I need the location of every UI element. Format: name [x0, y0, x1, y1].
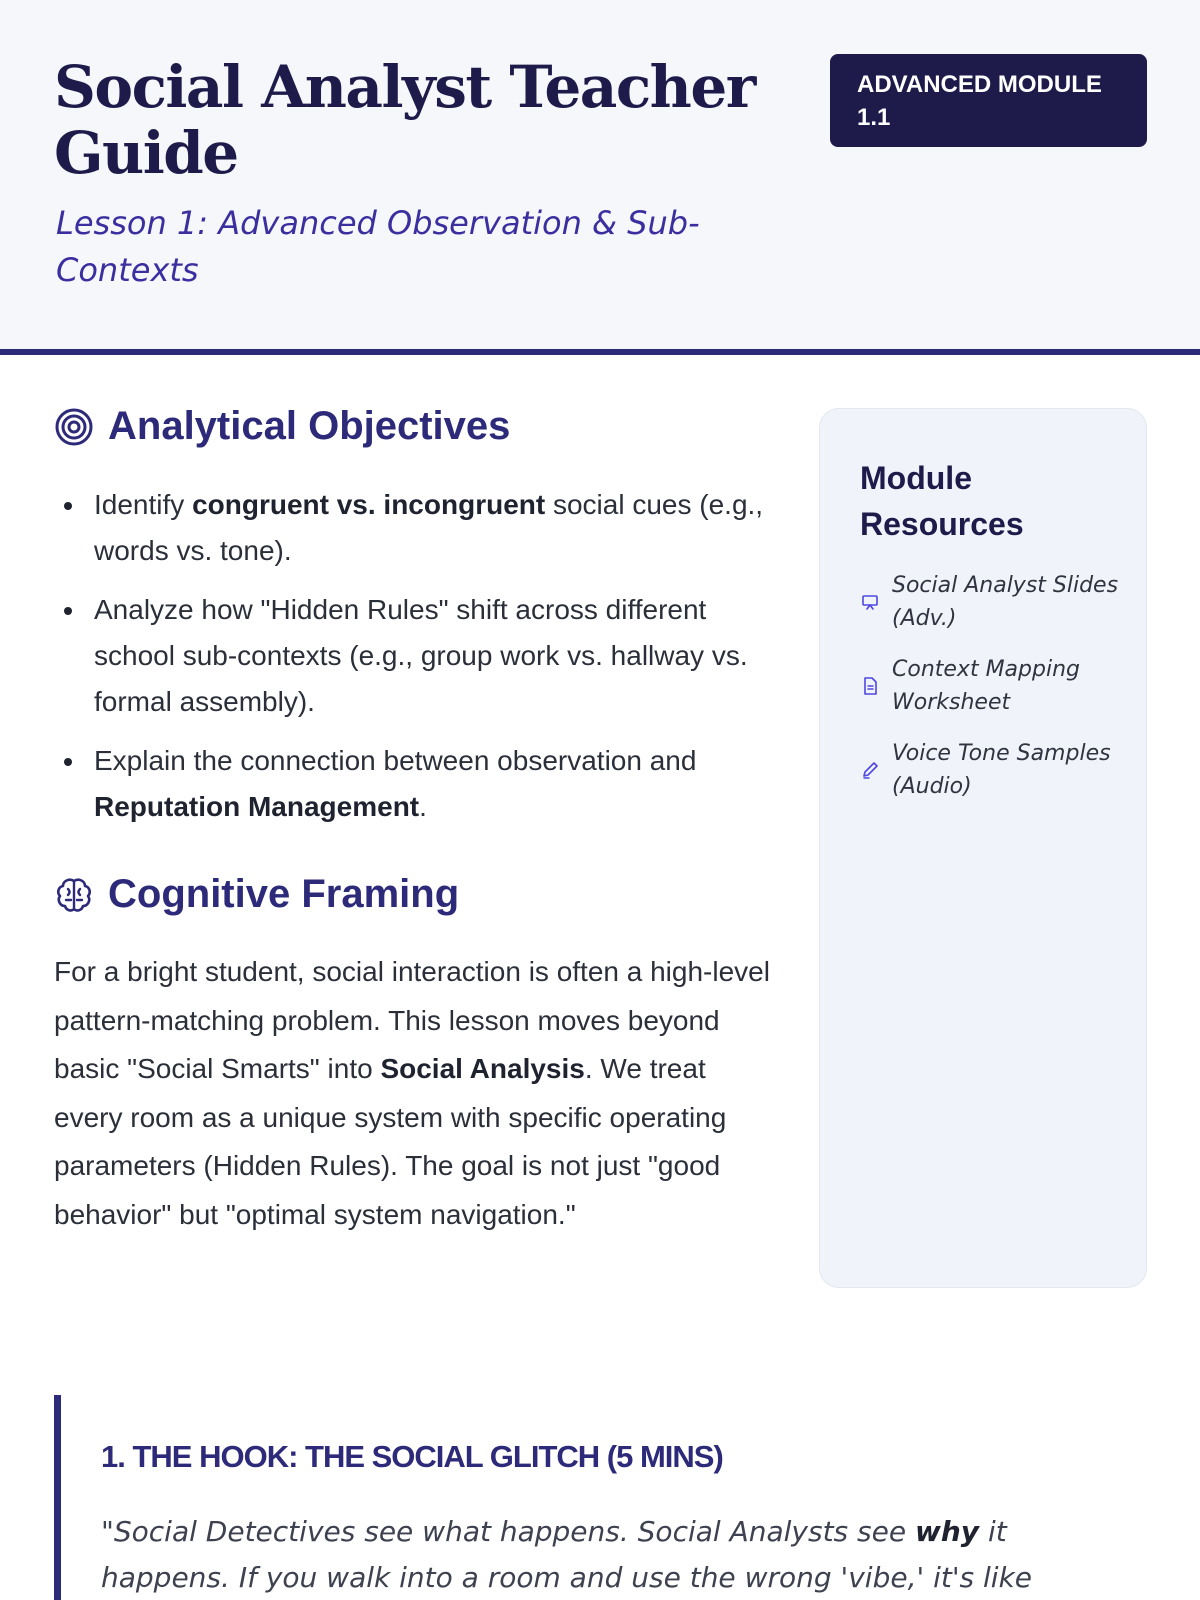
quote-bold: why: [914, 1515, 980, 1548]
objective-bold: congruent vs. incongruent: [192, 489, 546, 520]
resource-item-worksheet[interactable]: [860, 653, 1130, 719]
framing-bold: Social Analysis: [380, 1053, 585, 1084]
list-item: [54, 738, 774, 830]
framing-text: For a bright student, social interaction is often a high-level pattern-matching problem. This lesson moves beyond basic "Social Smarts" into: [54, 956, 770, 1084]
hook-quote: [101, 1509, 1101, 1600]
resource-label[interactable]: Voice Tone Samples (Audio): [892, 741, 1111, 799]
resource-item-slides[interactable]: [860, 569, 1130, 635]
list-item: [54, 482, 774, 574]
objective-text: .: [419, 791, 427, 822]
pen-icon: [860, 760, 880, 780]
resource-label[interactable]: Social Analyst Slides (Adv.): [892, 573, 1119, 631]
resources-title: Module Resources: [860, 460, 1024, 542]
page-header: [0, 0, 1200, 355]
objective-bold: Reputation Management: [94, 791, 420, 822]
objectives-list: [54, 482, 774, 843]
lesson-subtitle: Lesson 1: Advanced Observation & Sub-Contexts: [56, 204, 700, 289]
target-icon: [54, 407, 94, 447]
presentation-icon: [860, 592, 880, 612]
framing-text: . We treat every room as a unique system with specific operating parameters (Hidden Rules). The goal is not just "good behavior" but "optimal system navigation.": [54, 1053, 727, 1230]
quote-text: it happens. If you walk into a room and use the wrong 'vibe,' it's like: [101, 1515, 1033, 1594]
objectives-heading: [54, 404, 510, 449]
hook-title: 1. THE HOOK: THE SOCIAL GLITCH (5 MINS): [101, 1439, 723, 1474]
framing-heading-text: Cognitive Framing: [108, 872, 460, 916]
objective-text: social cues (e.g., words vs. tone).: [94, 489, 764, 566]
framing-heading: [54, 872, 459, 917]
objective-text: Identify: [94, 489, 193, 520]
module-badge: ADVANCED MODULE 1.1: [830, 54, 1147, 147]
document-icon: [860, 676, 880, 696]
resource-item-audio[interactable]: [860, 737, 1130, 803]
objectives-heading-text: Analytical Objectives: [108, 404, 511, 448]
objective-text: Analyze how "Hidden Rules" shift across different school sub-contexts (e.g., group work vs. hallway vs. formal assembly).: [94, 594, 748, 717]
objective-text: Explain the connection between observation and: [94, 745, 697, 776]
resource-label[interactable]: Context Mapping Worksheet: [892, 657, 1080, 715]
framing-paragraph: [54, 948, 774, 1239]
hook-section: [54, 1395, 1147, 1600]
resources-list: [860, 569, 1130, 821]
quote-text: "Social Detectives see what happens. Social Analysts see: [101, 1515, 915, 1548]
brain-icon: [54, 875, 94, 915]
module-resources-panel: [819, 408, 1147, 1288]
page-title: Social Analyst Teacher Guide: [54, 53, 755, 187]
list-item: [54, 587, 774, 725]
